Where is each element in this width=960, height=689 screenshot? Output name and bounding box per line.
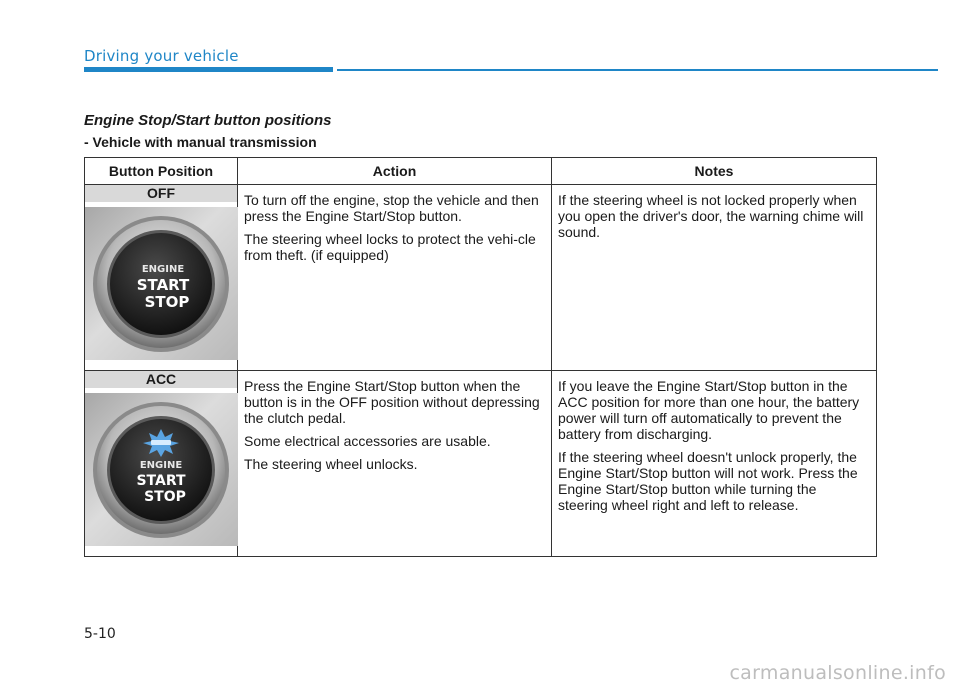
engine-button-acc-image	[85, 393, 238, 546]
notes-cell-off	[552, 185, 877, 371]
section-subtitle: - Vehicle with manual transmission	[84, 134, 317, 150]
notes-cell-acc	[552, 371, 877, 557]
position-cell-acc	[85, 371, 238, 557]
header-button-position: Button Position	[85, 158, 238, 185]
button-text-start: START	[136, 276, 190, 294]
table-row-off	[85, 185, 877, 371]
engine-button-off-image	[85, 207, 238, 360]
button-positions-table	[84, 157, 877, 557]
button-text-stop: STOP	[144, 489, 186, 505]
action-text: The steering wheel unlocks.	[244, 456, 418, 472]
notes-text: If the steering wheel is not locked properly when you open the driver's door, the warning chime will sound.	[558, 192, 864, 240]
action-text: Press the Engine Start/Stop button when the button is in the OFF position without depressing the clutch pedal.	[244, 378, 540, 426]
position-label-off: OFF	[85, 185, 237, 202]
header-rule-thin	[337, 69, 938, 71]
header-action: Action	[238, 158, 552, 185]
notes-text: If you leave the Engine Start/Stop button in the ACC position for more than one hour, the battery power will turn off automatically to prevent the battery from discharging.	[558, 378, 860, 442]
watermark-text: carmanualsonline.info	[729, 662, 946, 684]
notes-text: If the steering wheel doesn't unlock properly, the Engine Start/Stop button will not work. Press the Engine Start/Stop button while turning the steering wheel right and left to release.	[558, 449, 858, 513]
engine-start-stop-button-icon	[85, 207, 238, 360]
page-number: 5-10	[84, 626, 116, 642]
action-cell-acc	[238, 371, 552, 557]
header-notes: Notes	[552, 158, 877, 185]
position-label-acc: ACC	[85, 371, 237, 388]
table-header-row	[85, 158, 877, 185]
button-text-start: START	[136, 473, 186, 489]
action-cell-off	[238, 185, 552, 371]
section-header: Driving your vehicle	[84, 47, 239, 65]
section-title: Engine Stop/Start button positions	[84, 112, 332, 129]
action-text: Some electrical accessories are usable.	[244, 433, 491, 449]
action-text: The steering wheel locks to protect the vehi-cle from theft. (if equipped)	[244, 231, 536, 263]
button-text-engine: ENGINE	[139, 460, 183, 471]
header-rule-thick	[84, 67, 333, 72]
button-text-stop: STOP	[144, 293, 190, 311]
table-row-acc	[85, 371, 877, 557]
position-cell-off	[85, 185, 238, 371]
action-text: To turn off the engine, stop the vehicle and then press the Engine Start/Stop button.	[244, 192, 539, 224]
button-text-engine: ENGINE	[141, 264, 185, 275]
engine-start-stop-button-lit-icon	[85, 393, 238, 546]
